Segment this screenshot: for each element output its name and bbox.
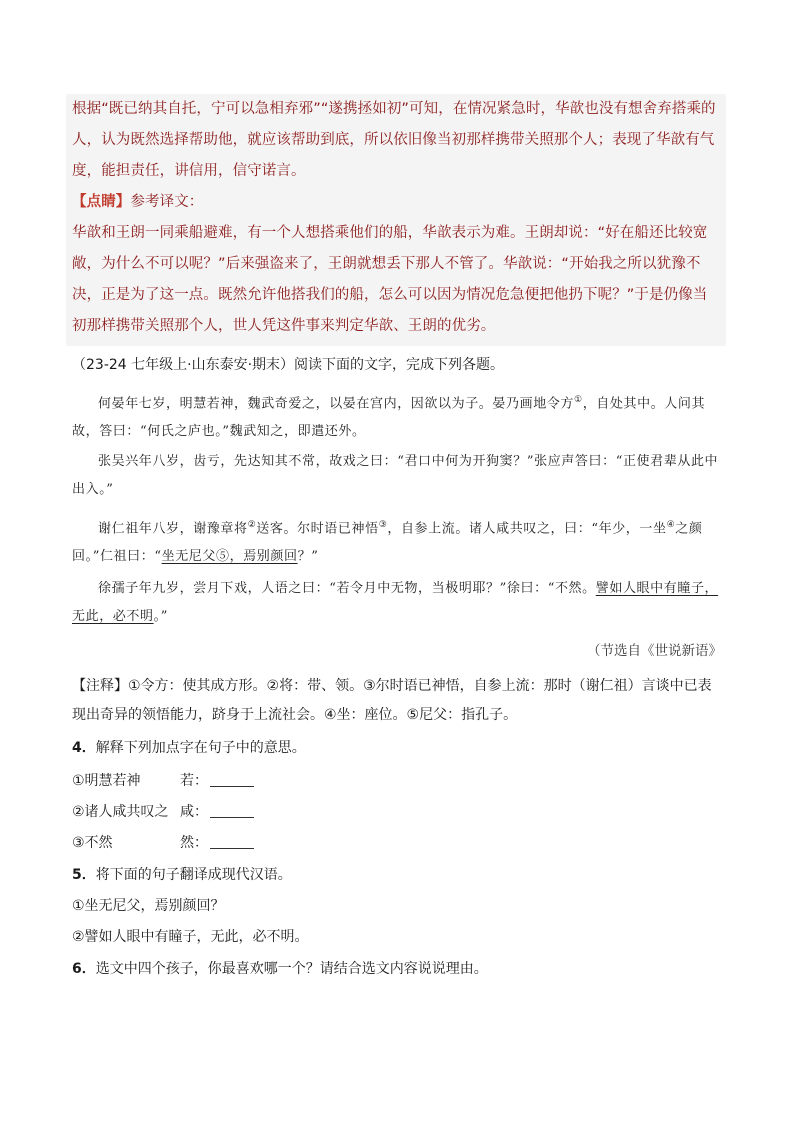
q4-item-3 (72, 832, 254, 854)
question-source-line: （23-24 七年级上·山东泰安·期末）阅读下面的文字，完成下列各题。 (72, 357, 505, 373)
question-text: 选文中四个孩子，你最喜欢哪一个？请结合选文内容说说理由。 (95, 961, 488, 977)
underlined-sentence: 譬如人眼中有瞳子，无此，必不明 (72, 581, 719, 624)
classical-paragraph-1 (72, 386, 724, 446)
classical-paragraph-4 (72, 575, 724, 631)
answer-blank[interactable] (210, 772, 254, 787)
footnote-mark: ② (247, 520, 257, 530)
text-span: 之颜回。”仁祖曰：“ (72, 521, 703, 565)
highlight-tag: 【点睛】 (72, 194, 131, 210)
answer-blank[interactable] (210, 834, 254, 849)
question-text: 将下面的句子翻译成现代汉语。 (95, 867, 292, 883)
item-phrase: ①明慧若神 (72, 773, 141, 789)
q5-item-1: ①坐无尼父，焉别颜回？ (72, 898, 225, 914)
q4-item-1 (72, 770, 254, 792)
text-span: 徐孺子年九岁，尝月下戏，人语之曰：“若令月中无物，当极明耶？”徐曰：“不然。 (98, 581, 596, 596)
underlined-sentence: 坐无尼父⑤，焉别颜回 (161, 549, 298, 565)
footnote-mark: ① (574, 395, 583, 405)
question-number: 4． (72, 740, 96, 756)
classical-paragraph-3 (72, 511, 724, 571)
footnote-mark: ④ (666, 520, 676, 530)
item-key: 然： (180, 835, 208, 851)
text-span: 送客。尔时语已神悟 (256, 521, 379, 537)
q5-item-2: ②譬如人眼中有瞳子，无此，必不明。 (72, 929, 309, 945)
footnote-mark: ③ (378, 520, 388, 530)
answer-explanation-box (66, 94, 726, 346)
text-span: 。” (153, 609, 168, 624)
item-key: 咸： (180, 804, 208, 820)
text-span: 谢仁祖年八岁，谢豫章将 (98, 521, 248, 537)
item-phrase: ②诸人咸共叹之 (72, 804, 169, 820)
text-span: ，自参上流。诸人咸共叹之，曰：“年少，一坐 (387, 521, 667, 537)
highlight-line (66, 187, 726, 218)
classical-paragraph-2: 张吴兴年八岁，齿亏，先达知其不常，故戏之曰：“君口中何为开狗窦？”张应声答曰：“正使君辈从此中出入。” (72, 454, 719, 497)
question-text: 解释下列加点字在句子中的意思。 (95, 740, 306, 756)
question-number: 6． (72, 961, 96, 977)
item-key: 若： (180, 773, 208, 789)
answer-blank[interactable] (210, 803, 254, 818)
text-span: 何晏年七岁，明慧若神，魏武奇爱之，以晏在宫内，因欲以为子。晏乃画地令方 (98, 396, 575, 412)
question-6 (72, 958, 488, 980)
annotations: 【注释】①令方：使其成方形。②将：带、领。③尔时语已神悟，自参上流：那时（谢仁祖）言谈中已表现出奇异的领悟能力，跻身于上流社会。④坐：座位。⑤尼父：指孔子。 (72, 678, 712, 723)
question-number: 5． (72, 867, 96, 883)
highlight-tag-suffix: 参考译文： (130, 194, 204, 210)
translation-paragraph: 华歆和王朗一同乘船避难，有一个人想搭乘他们的船，华歆表示为难。王朗却说：“好在船还比较宽敞，为什么不可以呢？”后来强盗来了，王朗就想丢下那人不管了。华歆说：“开始我之所以犹豫不决，正是为了这一点。既然允许他搭我们的船，怎么可以因为情况危急便把他扔下呢？”于是仍像当初那样携带关照那个人，世人凭这件事来判定华歆、王朗的优劣。 (72, 225, 708, 334)
q4-item-2 (72, 801, 254, 823)
text-span: ？” (297, 549, 319, 565)
item-phrase: ③不然 (72, 835, 113, 851)
excerpt-source: （节选自《世说新语》 (587, 643, 722, 659)
question-5 (72, 864, 292, 886)
question-4 (72, 737, 306, 759)
answer-paragraph: 根据“既已纳其自托，宁可以急相弃邪”“遂携拯如初”可知，在情况紧急时，华歆也没有想舍弃搭乘的人，认为既然选择帮助他，就应该帮助到底，所以依旧像当初那样携带关照那个人；表现了华歆有气度，能担责任，讲信用，信守诺言。 (72, 101, 716, 179)
text-span: ，自处其中。人问其故，答曰：“何氏之庐也。”魏武知之，即遣还外。 (72, 396, 706, 440)
